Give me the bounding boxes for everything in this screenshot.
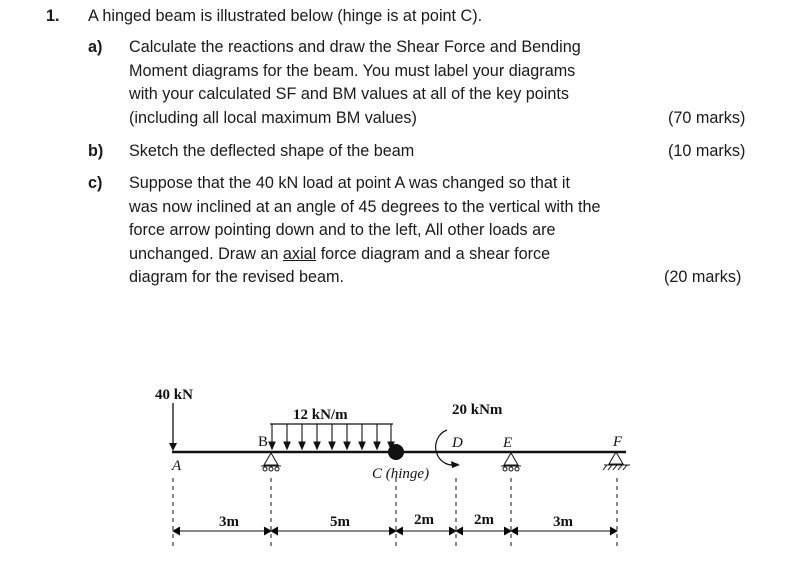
point-f-label: F (613, 434, 623, 450)
dimension-guides (173, 478, 617, 546)
support-b (261, 453, 281, 471)
part-c-label: c) (88, 174, 103, 192)
span-label: 2m (414, 512, 434, 528)
hinge-c (388, 444, 404, 460)
part-c-line-4b: force diagram and a shear force (320, 244, 551, 263)
udl-arrows (269, 424, 394, 449)
span-label: 5m (330, 514, 350, 530)
part-c-line-3: force arrow pointing down and to the left, All other loads are (129, 221, 556, 239)
point-load-arrowhead (169, 443, 177, 451)
span-label: 2m (474, 512, 494, 528)
axial-underlined-word: axial (282, 244, 317, 263)
point-b-label: B (258, 434, 269, 450)
part-b-text: Sketch the deflected shape of the beam (129, 142, 415, 160)
part-a-line-1: Calculate the reactions and draw the Shear Force and Bending (129, 38, 581, 56)
question-number: 1. (46, 7, 60, 25)
moment-arrowhead (451, 461, 460, 468)
part-a-marks: (70 marks) (668, 109, 746, 127)
part-c-line-5: diagram for the revised beam. (129, 268, 345, 286)
part-a-line-4: (including all local maximum BM values) (129, 108, 417, 127)
udl-label: 12 kN/m (293, 407, 348, 423)
point-e-label: E (503, 435, 513, 451)
part-c-line-2: was now inclined at an angle of 45 degrees to the vertical with the (129, 197, 601, 216)
part-c-line-4a: unchanged. Draw an (129, 244, 279, 263)
part-a-label: a) (88, 38, 103, 56)
support-e (501, 453, 521, 471)
point-d-label: D (452, 435, 463, 451)
question-intro: A hinged beam is illustrated below (hinge is at point C). (88, 7, 483, 25)
part-a-line-2: Moment diagrams for the beam. You must label your diagrams (129, 61, 576, 80)
span-label: 3m (553, 514, 573, 530)
part-c-line-1: Suppose that the 40 kN load at point A was changed so that it (129, 174, 570, 192)
point-load-label: 40 kN (155, 387, 193, 403)
part-a-line-3: with your calculated SF and BM values at all of the key points (129, 85, 569, 103)
moment-label: 20 kNm (452, 402, 503, 418)
span-label: 3m (219, 514, 239, 530)
point-c-label: C (hinge) (372, 466, 430, 482)
support-f (603, 452, 630, 470)
point-a-label: A (172, 458, 182, 474)
part-c-marks: (20 marks) (664, 268, 742, 286)
part-b-marks: (10 marks) (668, 142, 746, 160)
part-b-label: b) (88, 142, 104, 160)
